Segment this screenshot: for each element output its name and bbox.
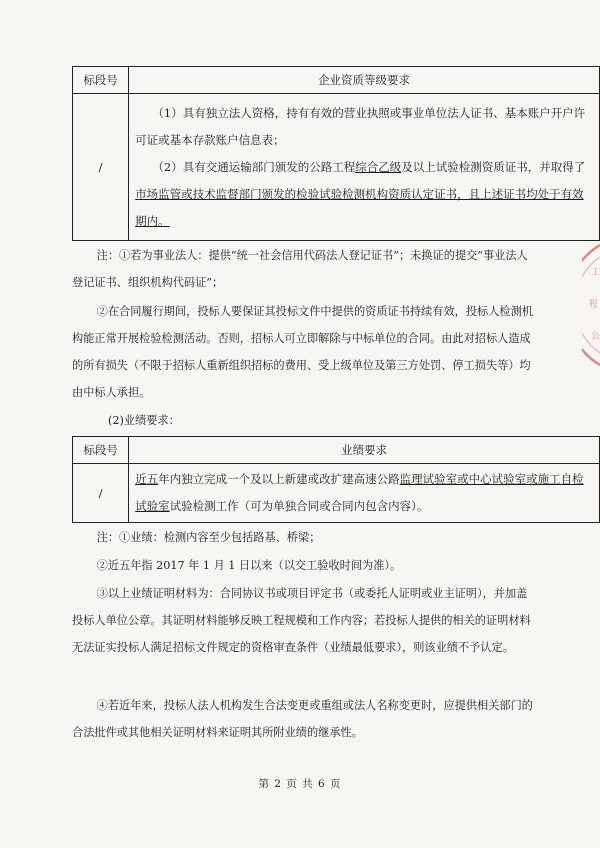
performance-heading: (2)业绩要求： xyxy=(108,414,180,427)
note-legal-change: ④若近年来，投标人法人机构发生合法变更或重组或法人名称变更时，应提供相关部门的合法批件或其他相关证明材料来证明其所附业绩的继承性。 xyxy=(72,699,533,739)
qualification-item-2: （2）具有交通运输部门颁发的公路工程综合乙级及以上试验检测资质证书，并取得了市场监管或技术监督部门颁发的检验试验检测机构资质认定证书，且上述证书均处于有效期内。 xyxy=(135,159,586,228)
table-header-section-id: 标段号 xyxy=(73,437,129,464)
table-cell-section-id: / xyxy=(73,464,129,523)
table-cell-performance xyxy=(129,464,600,523)
svg-text:工: 工 xyxy=(591,268,600,278)
table-cell-section-id: / xyxy=(73,94,129,241)
note-proof-materials: ③以上业绩证明材料为：合同协议书或项目评定书（或委托人证明或业主证明），并加盖投标人单位公章。其证明材料能够反映工程规模和工作内容；若投标人提供的相关的证明材料无法证实投标人满足招标文件规定的资格审查条件（业绩最低要求），则该业绩不予认定。 xyxy=(72,587,531,654)
svg-text:公: 公 xyxy=(591,332,600,342)
note-legal-entity: 注：①若为事业法人：提供“统一社会信用代码法人登记证书”；未换证的提交“事业法人登记证书、组织机构代码证”； xyxy=(72,249,528,289)
page-number: 第 2 页 共 6 页 xyxy=(258,778,342,790)
underlined-cert: 市场监管或技术监督部门颁发的检验试验检测机构资质认定证书，且上述证书均处于有效期内。 xyxy=(135,186,584,228)
note-five-years: ②近五年指 2017 年 1 月 1 日以来（以交工验收时间为准）。 xyxy=(96,559,402,572)
note-performance-scope: 注：①业绩：检测内容至少包括路基、桥梁； xyxy=(96,531,321,544)
table-header-section-id: 标段号 xyxy=(73,67,129,94)
underlined-lab-types: 监理试验室或中心试验室或施工自检试验室 xyxy=(135,472,584,513)
table-header-performance: 业绩要求 xyxy=(129,437,600,464)
underlined-grade: 综合乙级 xyxy=(355,159,402,174)
table-header-requirement: 企业资质等级要求 xyxy=(129,67,600,94)
table-cell-requirement xyxy=(129,94,600,241)
performance-table xyxy=(72,436,600,523)
qualification-item-1: （1）具有独立法人资格，持有有效的营业执照或事业单位法人证书、基本账户开户许可证或基本存款账户信息表； xyxy=(135,105,586,147)
qualification-table xyxy=(72,66,600,241)
note-contract-period: ②在合同履行期间，投标人要保证其投标文件中提供的资质证书持续有效，投标人检测机构能正常开展检验检测活动。否则，招标人可立即解除与中标单位的合同。由此对招标人造成的所有损失（不限于招标人重新组织招标的费用、受上级单位及第三方处罚、停工损失等）均由中标人承担。 xyxy=(72,305,533,399)
seal-stamp-fragment xyxy=(582,235,600,375)
svg-text:程: 程 xyxy=(589,300,599,310)
performance-requirement: 近五年内独立完成一个及以上新建或改扩建高速公路监理试验室或中心试验室或施工自检试验室试验检测工作（可为单独合同或合同内包含内容）。 xyxy=(135,472,584,513)
underlined-years: 五 xyxy=(146,472,159,486)
